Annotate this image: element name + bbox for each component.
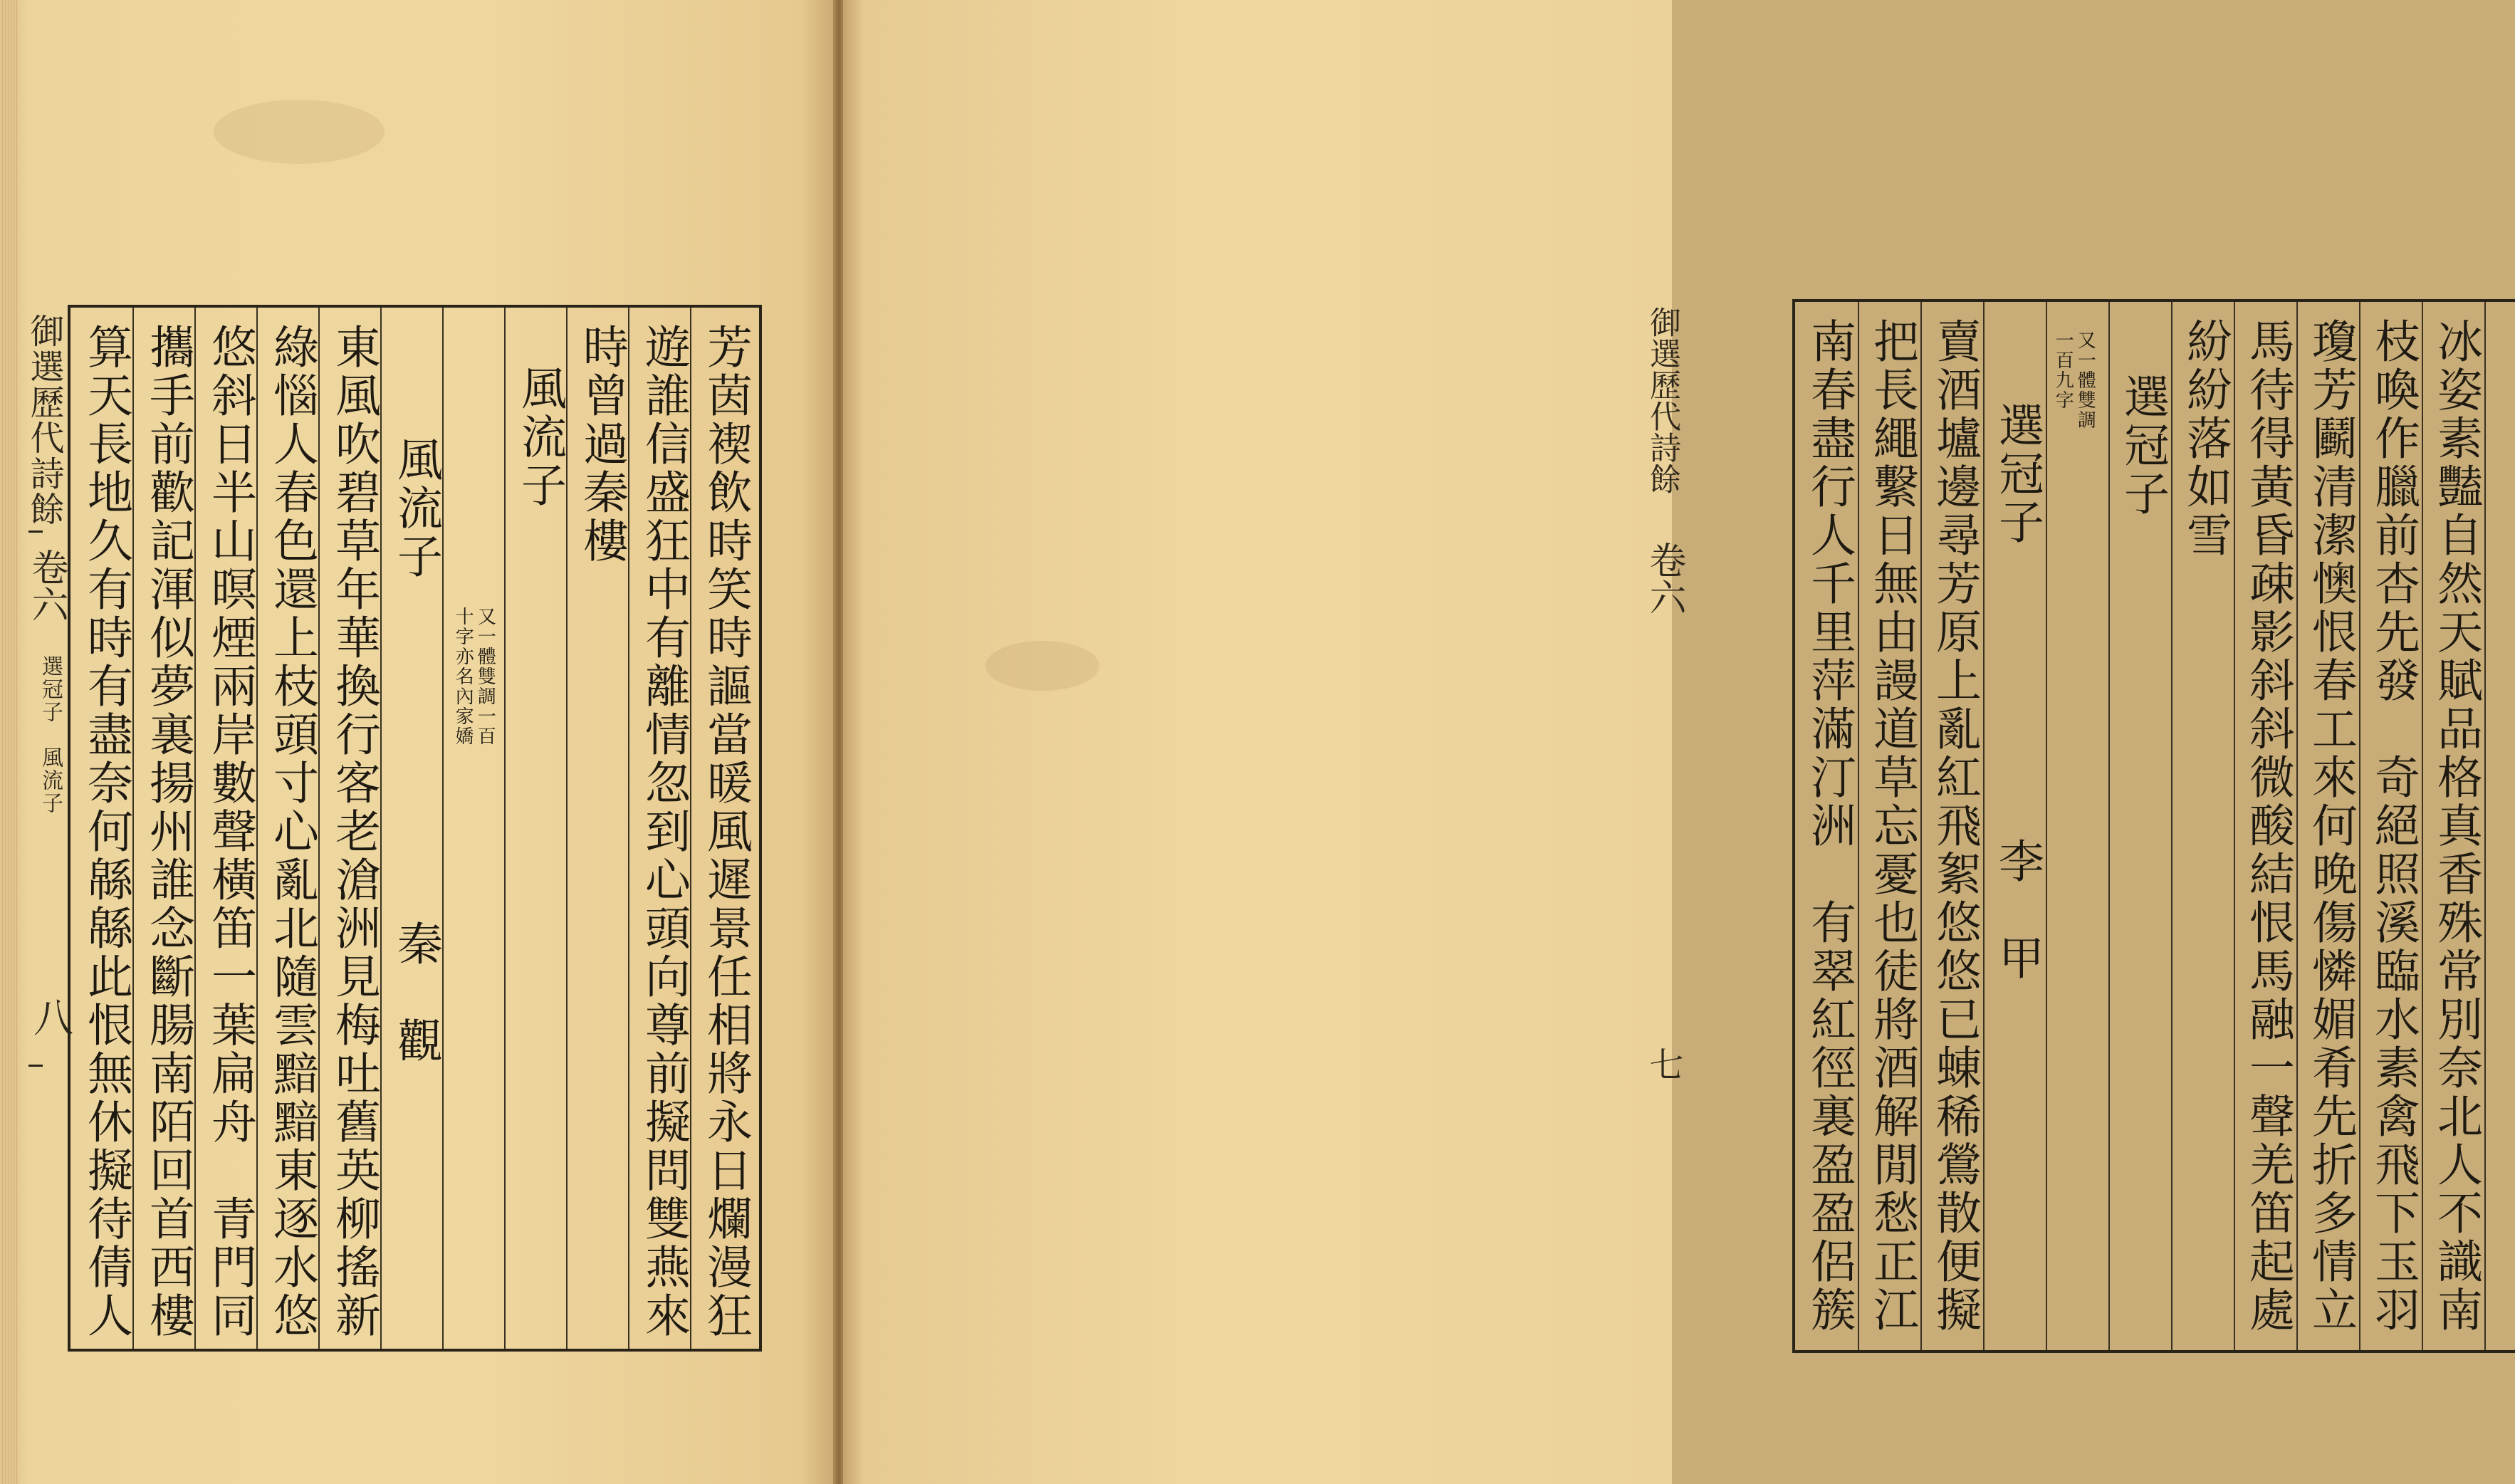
left-margin-volume: 卷六 xyxy=(25,548,68,622)
column-rule xyxy=(2484,302,2486,1350)
column-rule xyxy=(628,308,629,1349)
ci-tune-title-with-author: 選冠子 李 甲 xyxy=(1991,402,2044,983)
right-margin-book-title: 御選歷代詩餘 xyxy=(1644,306,1680,494)
column-rule xyxy=(1858,302,1859,1350)
left-margin-page-number: 八 xyxy=(27,997,73,1037)
text-column: 悠斜日半山暝煙兩岸數聲橫笛一葉扁舟 青門同 xyxy=(204,323,256,1340)
column-rule xyxy=(318,308,320,1349)
column-rule xyxy=(2422,302,2423,1350)
column-rule xyxy=(1920,302,1922,1350)
left-margin-section: 選冠子 風流子 xyxy=(38,655,63,815)
text-frame xyxy=(68,305,762,1352)
text-column: 把長繩繫日無由謾道草忘憂也徒將酒解閒愁正江 xyxy=(1866,318,1918,1334)
column-rule xyxy=(442,308,444,1349)
column-rule xyxy=(1983,302,1985,1350)
column-rule xyxy=(132,308,134,1349)
text-column: 冰姿素豔自然天賦品格真香殊常別奈北人不識南 xyxy=(2430,318,2482,1334)
column-rule xyxy=(380,308,382,1349)
text-column: 南春盡行人千里萍滿汀洲 有翠紅徑裏盈盈侶簇 xyxy=(1803,318,1856,1334)
right-page xyxy=(843,0,2482,1484)
column-rule xyxy=(194,308,196,1349)
right-margin-page-number: 七 xyxy=(1643,1047,1683,1081)
tune-note: 又一體雙調 一百九字 xyxy=(2052,330,2096,430)
paper-stain xyxy=(985,641,1099,691)
column-rule xyxy=(256,308,258,1349)
text-column: 遊誰信盛狂中有離情忽到心頭向尊前擬問雙燕來 xyxy=(637,323,690,1340)
column-rule xyxy=(2296,302,2298,1350)
left-margin-book-title: 御選歷代詩餘 xyxy=(24,313,64,527)
right-margin-volume: 卷六 xyxy=(1643,541,1685,615)
fish-tail-mark xyxy=(28,531,43,540)
text-column: 算天長地久有時有盡奈何緜緜此恨無休擬待倩人 xyxy=(80,323,132,1340)
column-rule xyxy=(504,308,506,1349)
text-column: 枝喚作臘前杏先發 奇絕照溪臨水素禽飛下玉羽 xyxy=(2367,318,2420,1334)
text-column: 時曾過秦樓 xyxy=(575,323,628,565)
text-column: 馬待得黃昏疎影斜斜微酸結恨馬融一聲羌笛起處 xyxy=(2242,318,2294,1334)
text-column: 綠惱人春色還上枝頭寸心亂北隨雲黯黯東逐水悠 xyxy=(266,323,318,1340)
column-rule xyxy=(566,308,568,1349)
column-rule xyxy=(2108,302,2110,1350)
column-rule xyxy=(2234,302,2235,1350)
column-rule xyxy=(2046,302,2047,1350)
ci-tune-title: 選冠子 xyxy=(2116,373,2169,518)
column-rule xyxy=(2359,302,2360,1350)
text-column: 芳茵褉飲時笑時謳當暖風遲景任相將永日爛漫狂 xyxy=(699,323,752,1340)
page-edge-stack xyxy=(0,0,19,1484)
ci-tune-title-with-author: 風流子 秦 觀 xyxy=(389,436,442,1065)
tune-note: 又一體雙調一百 十字亦名內家嬌 xyxy=(452,607,496,746)
left-page xyxy=(0,0,835,1484)
text-column: 東風吹碧草年華換行客老滄洲見梅吐舊英柳搖新 xyxy=(328,323,380,1340)
text-column: 瓊芳鬬清潔懊恨春工來何晚傷憐媚肴先折多情立 xyxy=(2304,318,2357,1334)
text-frame xyxy=(1792,299,2515,1353)
fish-tail-mark xyxy=(28,1065,43,1074)
text-column: 攜手前歡記渾似夢裏揚州誰念斷腸南陌回首西樓 xyxy=(142,323,194,1340)
paper-stain xyxy=(214,100,385,164)
text-column: 紛紛落如雪 xyxy=(2179,318,2232,560)
text-column: 賣酒壚邊尋芳原上亂紅飛絮悠悠已蝀稀鶯散便擬 xyxy=(1928,318,1981,1334)
column-rule xyxy=(690,308,691,1349)
ci-tune-title: 風流子 xyxy=(513,365,566,510)
column-rule xyxy=(2171,302,2172,1350)
